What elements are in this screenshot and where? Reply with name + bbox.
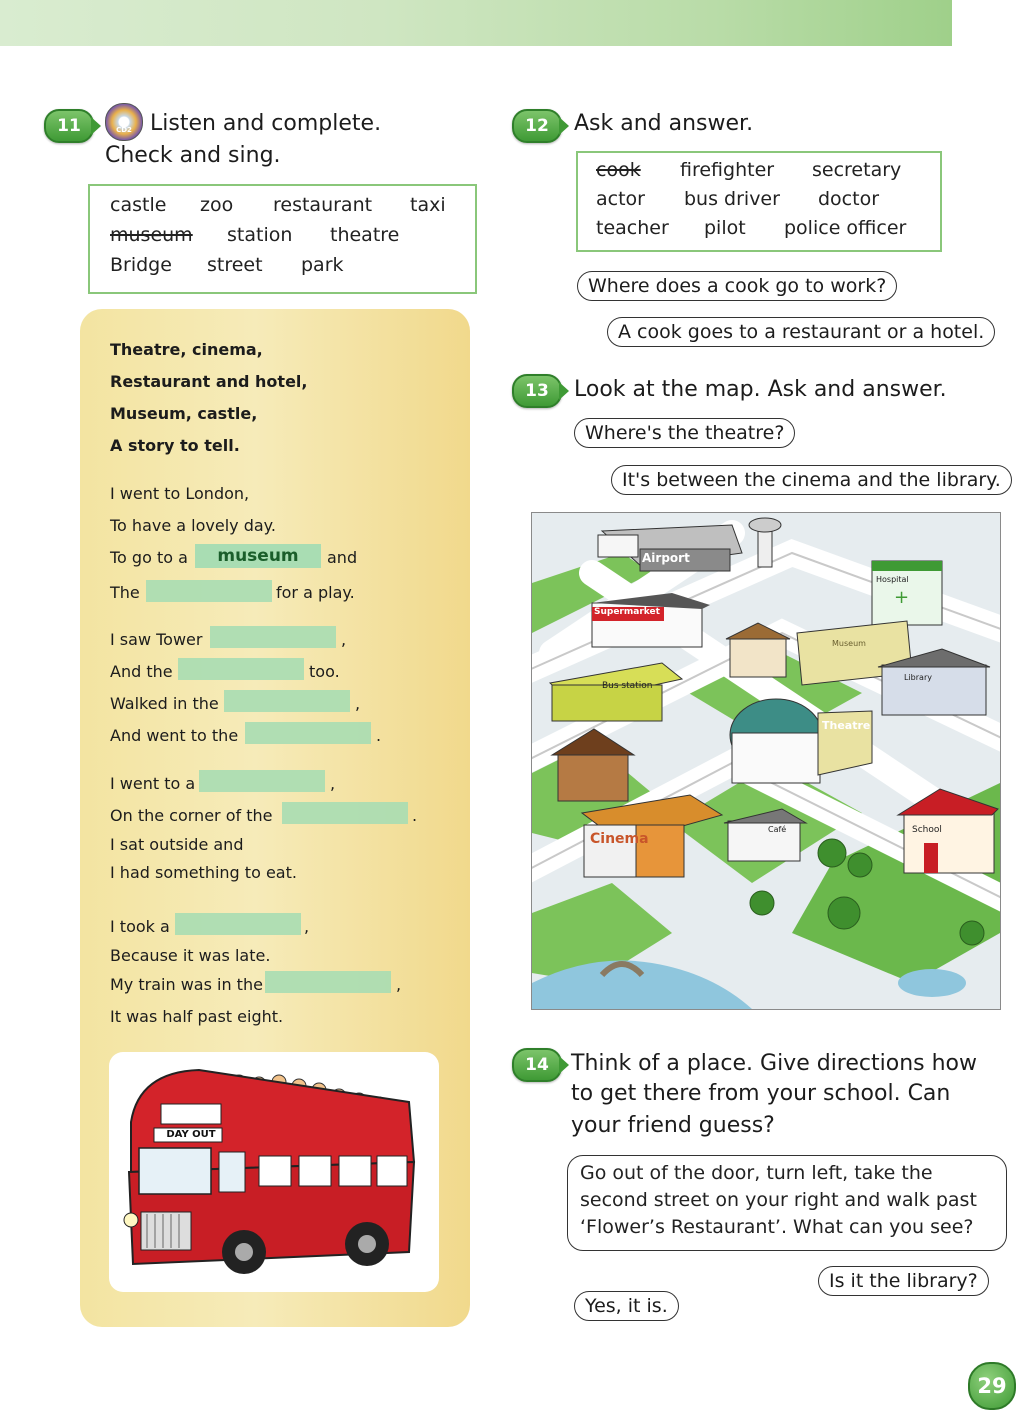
job-police-officer: police officer [784,217,907,239]
job-actor: actor [596,188,645,210]
word-taxi: taxi [410,194,446,216]
word-restaurant: restaurant [273,194,373,216]
map-label-library: Library [904,673,932,682]
speech-bubble-answer: A cook goes to a restaurant or a hotel. [607,317,995,347]
speech-bubble-question: Where does a cook go to work? [577,271,897,301]
map-label-school: School [912,825,942,835]
word-bridge: Bridge [110,254,172,276]
map-label-museum: Museum [832,639,866,648]
verse1-line-2: To have a lovely day. [110,516,276,535]
exercise-12-title: Ask and answer. [574,111,754,136]
answer-blank[interactable] [224,690,350,712]
map-label-hospital: Hospital [876,575,909,584]
map-label-cinema: Cinema [590,831,649,847]
verse3-line-2b: . [412,806,418,825]
exercise-12-number: 12 [512,109,562,143]
answer-blank[interactable] [265,971,391,993]
job-doctor: doctor [818,188,880,210]
exercise-13-title: Look at the map. Ask and answer. [574,377,947,402]
exercise-14-number: 14 [512,1048,562,1082]
verse2-line-4a: And went to the [110,726,239,745]
speech-bubble-question: Where's the theatre? [574,418,795,448]
exercise-11-number: 11 [44,109,94,143]
exercise-11-title-line1: Listen and complete. [150,111,382,136]
word-zoo: zoo [200,194,234,216]
verse1-line-4a: The [110,583,140,602]
job-secretary: secretary [812,159,902,181]
map-label-bus-station: Bus station [602,681,653,691]
page-number: 29 [968,1362,1016,1410]
speech-bubble-question: Is it the library? [818,1266,989,1296]
chorus-line-1: Theatre, cinema, [110,340,263,359]
job-firefighter: firefighter [680,159,775,181]
bus-illustration-frame [109,1052,439,1292]
double-decker-bus-illustration [109,1052,439,1292]
word-park: park [301,254,344,276]
town-map-illustration [531,512,1001,1010]
verse4-line-2: Because it was late. [110,946,271,965]
verse2-line-2b: too. [309,662,340,681]
job-pilot: pilot [704,217,746,239]
verse3-line-2a: On the corner of the [110,806,273,825]
verse2-line-3a: Walked in the [110,694,219,713]
map-label-cafe: Café [768,825,787,834]
map-label-theatre: Theatre [822,719,871,732]
word-museum-crossed: museum [110,224,193,246]
audio-cd-label: CD2 [116,126,132,134]
verse1-line-4b: for a play. [276,583,355,602]
exercise-11-title-line2: Check and sing. [105,143,281,168]
verse4-line-1a: I took a [110,917,170,936]
chorus-line-3: Museum, castle, [110,404,258,423]
job-teacher: teacher [596,217,669,239]
verse1-line-3b: and [327,548,358,567]
answer-blank[interactable] [178,658,304,680]
town-map-drawing [532,513,1000,1009]
verse1-line-3a: To go to a [110,548,188,567]
verse4-line-1b: , [304,917,310,936]
word-station: station [227,224,293,246]
word-castle: castle [110,194,167,216]
top-decorative-band [0,0,952,46]
exercise-12-wordbox [576,151,942,252]
verse4-line-3a: My train was in the [110,975,263,994]
answer-blank-museum[interactable]: museum [195,544,321,568]
map-label-airport: Airport [642,551,690,565]
answer-blank[interactable] [245,722,371,744]
word-street: street [207,254,263,276]
word-theatre: theatre [330,224,400,246]
bus-destination-sign: DAY OUT [166,1129,216,1140]
exercise-14-title-line1: Think of a place. Give directions how [571,1051,977,1076]
answer-blank[interactable] [146,580,272,602]
directions-line-1: Go out of the door, turn left, take the [580,1162,933,1184]
chorus-line-2: Restaurant and hotel, [110,372,308,391]
verse2-line-1a: I saw Tower [110,630,203,649]
audio-cd-icon [105,103,143,141]
exercise-14-title-line2: to get there from your school. Can [571,1081,951,1106]
verse1-line-1: I went to London, [110,484,250,503]
job-bus-driver: bus driver [684,188,780,210]
verse4-line-4: It was half past eight. [110,1007,284,1026]
verse3-line-1b: , [330,774,336,793]
speech-bubble-directions [567,1155,1007,1251]
answer-blank[interactable] [199,770,325,792]
job-cook-crossed: cook [596,159,641,181]
svg-text:+: + [894,587,910,608]
exercise-14-title-line3: your friend guess? [571,1113,775,1138]
verse2-line-2a: And the [110,662,173,681]
speech-bubble-answer: Yes, it is. [574,1291,679,1321]
map-label-supermarket: Supermarket [594,607,660,617]
speech-bubble-answer: It's between the cinema and the library. [611,465,1012,495]
directions-line-3: ‘Flower’s Restaurant’. What can you see? [580,1216,974,1238]
verse2-line-4b: . [376,726,382,745]
answer-blank[interactable] [210,626,336,648]
chorus-line-4: A story to tell. [110,436,240,455]
exercise-13-number: 13 [512,374,562,408]
answer-blank[interactable] [282,802,408,824]
verse4-line-3b: , [396,975,402,994]
directions-line-2: second street on your right and walk past [580,1189,977,1211]
exercise-11-wordbox [88,184,477,294]
answer-blank[interactable] [175,913,301,935]
verse2-line-1b: , [341,630,347,649]
verse3-line-3: I sat outside and [110,835,244,854]
verse3-line-4: I had something to eat. [110,863,297,882]
verse3-line-1a: I went to a [110,774,196,793]
verse2-line-3b: , [355,694,361,713]
